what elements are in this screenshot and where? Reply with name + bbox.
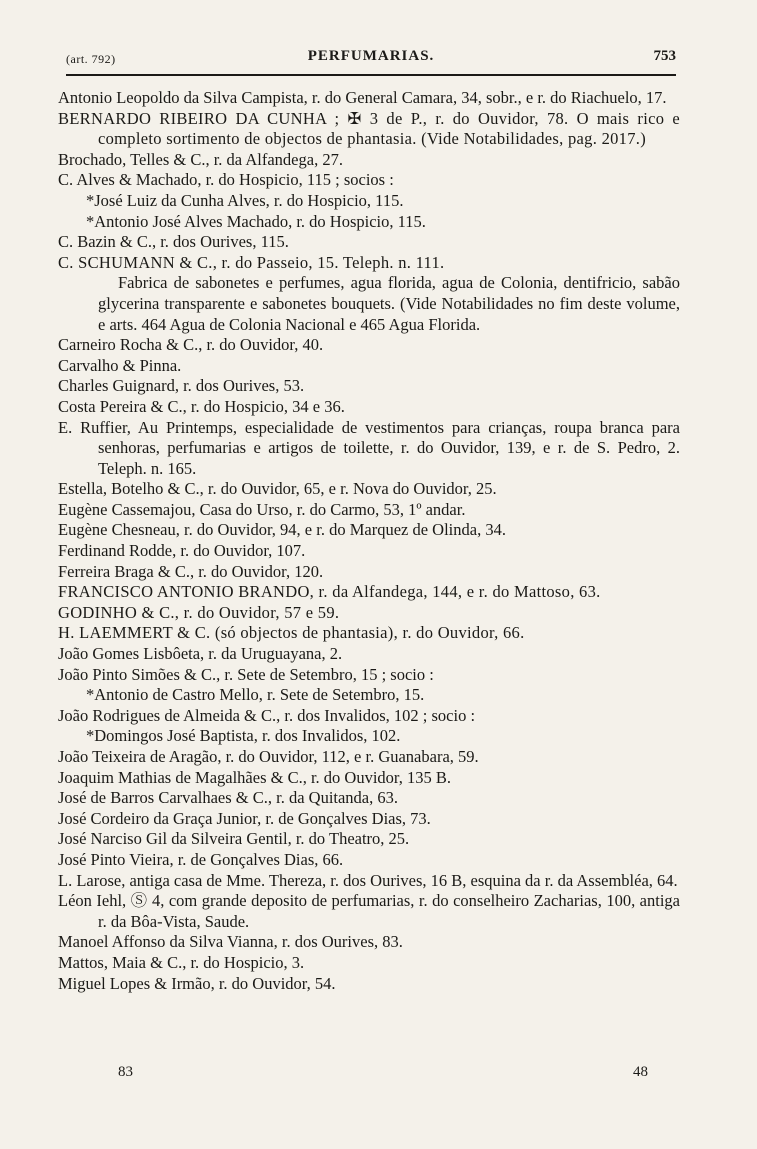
directory-entry: GODINHO & C., r. do Ouvidor, 57 e 59. [58, 602, 340, 622]
directory-entry: BERNARDO RIBEIRO DA CUNHA ; ✠ 3 de P., r. do Ouvidor, 78. O mais rico e completo sortimento de objectos de phantasia. (Vide Notabilidades, pag. 2017.) [58, 108, 680, 149]
directory-entry: E. Ruffier, Au Printemps, especialidade de vestimentos para crianças, roupa branca para senhoras, perfumarias e artigos de toilette, r. do Ouvidor, 139, e r. de S. Pedro, 2. Teleph. n. 165. [58, 417, 680, 478]
article-reference: (art. 792) [66, 52, 116, 66]
directory-entry: Miguel Lopes & Irmão, r. do Ouvidor, 54. [58, 973, 336, 993]
directory-entry: Joaquim Mathias de Magalhães & C., r. do Ouvidor, 135 B. [58, 767, 452, 787]
directory-entry: Antonio Leopoldo da Silva Campista, r. do General Camara, 34, sobr., e r. do Riachuelo, 17. [58, 88, 667, 107]
directory-entry: C. Alves & Machado, r. do Hospicio, 115 ; socios : [58, 170, 394, 190]
directory-entry: C. Bazin & C., r. dos Ourives, 115. [58, 232, 289, 252]
directory-entry: Charles Guignard, r. dos Ourives, 53. [58, 376, 305, 396]
directory-list [58, 88, 680, 994]
partner-entry: *Antonio José Alves Machado, r. do Hospicio, 115. [86, 211, 426, 231]
directory-entry: José de Barros Carvalhaes & C., r. da Quitanda, 63. [58, 788, 399, 808]
directory-entry: Ferreira Braga & C., r. do Ouvidor, 120. [58, 561, 324, 581]
directory-entry: João Teixeira de Aragão, r. do Ouvidor, 112, e r. Guanabara, 59. [58, 747, 479, 766]
directory-entry: Estella, Botelho & C., r. do Ouvidor, 65, e r. Nova do Ouvidor, 25. [58, 479, 497, 499]
directory-entry: Ferdinand Rodde, r. do Ouvidor, 107. [58, 541, 306, 561]
header-rule [66, 74, 676, 76]
directory-entry: João Rodrigues de Almeida & C., r. dos Invalidos, 102 ; socio : [58, 705, 476, 725]
directory-entry: Carneiro Rocha & C., r. do Ouvidor, 40. [58, 335, 324, 355]
directory-entry: Manoel Affonso da Silva Vianna, r. dos Ourives, 83. [58, 932, 403, 952]
directory-entry: Costa Pereira & C., r. do Hospicio, 34 e 36. [58, 396, 345, 416]
directory-entry: Léon Iehl, Ⓢ 4, com grande deposito de perfumarias, r. do conselheiro Zacharias, 100, antiga r. da Bôa-Vista, Saude. [58, 891, 680, 931]
partner-entry: *Domingos José Baptista, r. dos Invalidos, 102. [86, 726, 401, 746]
page-number: 753 [653, 48, 676, 64]
directory-entry: José Cordeiro da Graça Junior, r. de Gonçalves Dias, 73. [58, 808, 431, 828]
directory-entry: C. SCHUMANN & C., r. do Passeio, 15. Teleph. n. 111. [58, 252, 445, 272]
partner-entry: *José Luiz da Cunha Alves, r. do Hospicio, 115. [86, 190, 404, 210]
directory-entry: FRANCISCO ANTONIO BRANDO, r. da Alfandega, 144, e r. do Mattoso, 63. [58, 582, 601, 602]
directory-entry: L. Larose, antiga casa de Mme. Thereza, r. dos Ourives, 16 B, esquina da r. da Assembléa, 64. [58, 870, 678, 890]
directory-entry: José Narciso Gil da Silveira Gentil, r. do Theatro, 25. [58, 829, 410, 849]
directory-entry: Carvalho & Pinna. [58, 355, 182, 375]
directory-entry: Brochado, Telles & C., r. da Alfandega, 27. [58, 149, 343, 169]
directory-entry: Mattos, Maia & C., r. do Hospicio, 3. [58, 952, 305, 972]
sheet-number: 48 [633, 1064, 648, 1080]
directory-entry: João Gomes Lisbôeta, r. da Uruguayana, 2. [58, 644, 343, 664]
partner-entry: *Antonio de Castro Mello, r. Sete de Setembro, 15. [86, 685, 425, 705]
directory-entry: Eugène Chesneau, r. do Ouvidor, 94, e r. do Marquez de Olinda, 34. [58, 520, 506, 540]
directory-entry: H. LAEMMERT & C. (só objectos de phantasia), r. do Ouvidor, 66. [58, 623, 525, 643]
page-title: PERFUMARIAS. [307, 48, 435, 64]
directory-entry: Eugène Cassemajou, Casa do Urso, r. do Carmo, 53, 1º andar. [58, 499, 466, 519]
page-header [66, 48, 676, 70]
directory-entry: José Pinto Vieira, r. de Gonçalves Dias, 66. [58, 849, 344, 869]
description-paragraph: Fabrica de sabonetes e perfumes, agua florida, agua de Colonia, dentifricio, sabão glycerina transparente e sabonetes bouquets. (Vide Notabilidades no fim deste volume, e arts. 464 Agua de Colonia Nacional e 465 Agua Florida. [98, 273, 680, 334]
signature-mark: 83 [118, 1064, 133, 1080]
directory-entry: João Pinto Simões & C., r. Sete de Setembro, 15 ; socio : [58, 664, 434, 684]
